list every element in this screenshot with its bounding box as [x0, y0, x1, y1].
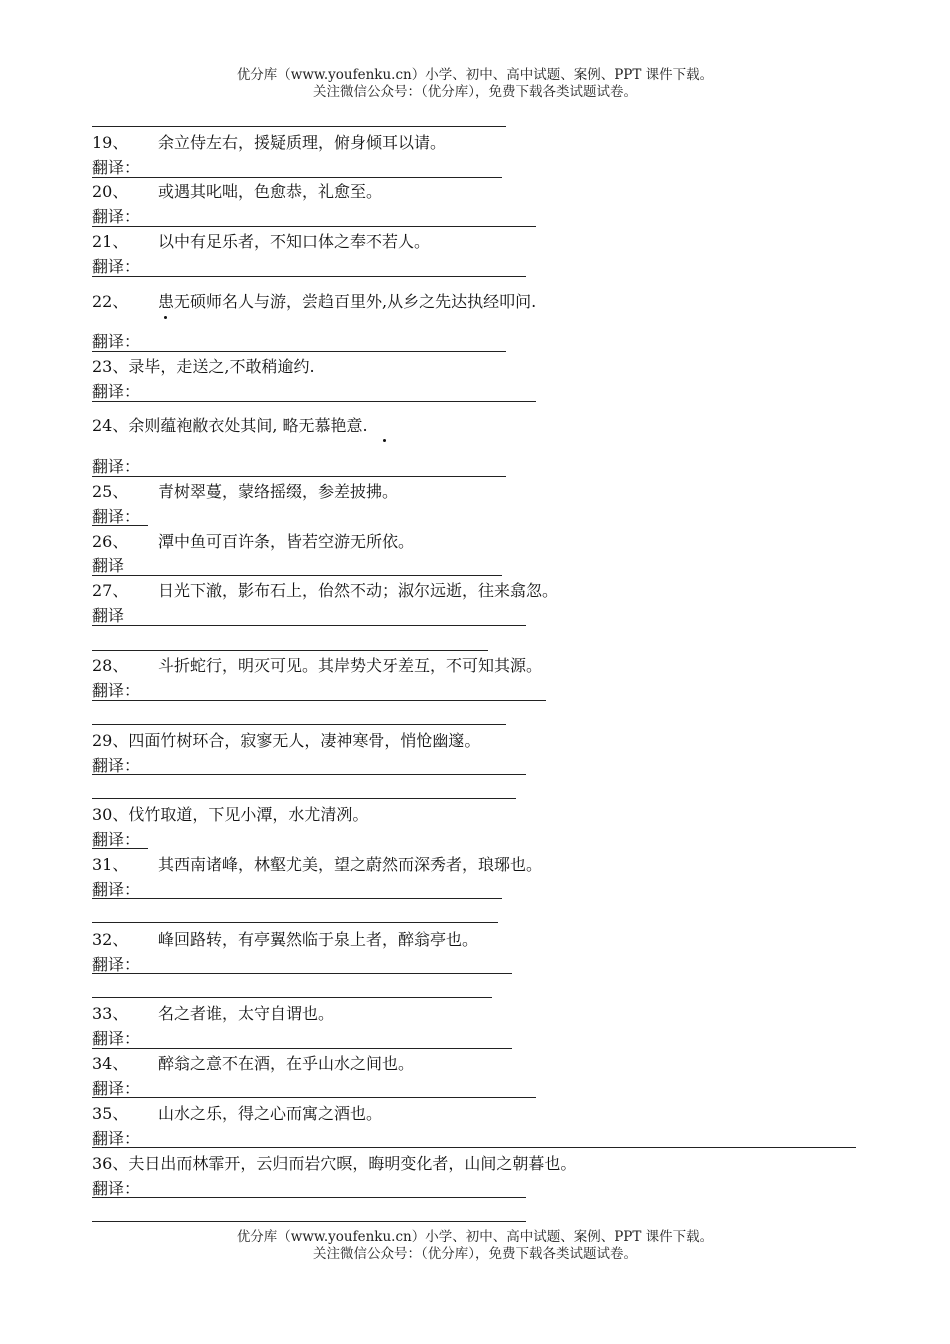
translate-label: 翻译：: [92, 457, 141, 476]
answer-line: [92, 1097, 536, 1098]
question-31: [92, 855, 542, 875]
answer-line: [92, 724, 506, 725]
item-number: 29、: [92, 731, 129, 750]
translate-label: 翻译：: [92, 1129, 141, 1148]
question-32: [92, 930, 478, 950]
item-text: 斗折蛇行，明灭可见。其岸势犬牙差互，不可知其源。: [158, 656, 543, 675]
item-text: 峰回路转，有亭翼然临于泉上者，醉翁亭也。: [158, 930, 479, 949]
translate-label: 翻译：: [92, 1029, 141, 1048]
item-number: 23、: [92, 357, 129, 376]
item-number: 25、: [92, 482, 129, 501]
item-text: 余则蕴袍敝衣处其间, 略无慕艳意.: [128, 416, 368, 435]
item-number: 24、: [92, 416, 129, 435]
item-text: 醉翁之意不在酒，在乎山水之间也。: [158, 1054, 415, 1073]
answer-line: [92, 575, 502, 576]
answer-line: [92, 774, 526, 775]
question-25: [92, 482, 398, 502]
header-line-1: 优分库（www.youfenku.cn）小学、初中、高中试题、案例、PPT 课件下载。: [236, 67, 714, 83]
answer-line: [92, 798, 516, 799]
item-number: 19、: [92, 133, 129, 152]
question-19: [92, 133, 446, 153]
answer-line: [92, 177, 502, 178]
item-text: 伐竹取道，下见小潭，水尤清冽。: [128, 805, 369, 824]
item-number: 34、: [92, 1054, 129, 1073]
item-text: 日光下澈，影布石上，佁然不动；淑尔远逝，往来翕忽。: [158, 581, 559, 600]
question-34: [92, 1054, 414, 1074]
item-number: 35、: [92, 1104, 129, 1123]
item-text: 四面竹树环合，寂寥无人，凄神寒骨，悄怆幽邃。: [128, 731, 481, 750]
translate-label: 翻译: [92, 606, 125, 625]
question-36: [92, 1154, 576, 1174]
item-number: 27、: [92, 581, 129, 600]
answer-line: [92, 1147, 856, 1148]
answer-line: [92, 700, 546, 701]
answer-line: [92, 848, 148, 849]
question-21: [92, 232, 430, 252]
question-30: [92, 805, 368, 825]
answer-line: [92, 650, 488, 651]
answer-line: [92, 401, 536, 402]
translate-label: 翻译：: [92, 507, 141, 526]
item-text: 山水之乐，得之心而寓之酒也。: [158, 1104, 383, 1123]
translate-label: 翻译：: [92, 880, 141, 899]
item-number: 33、: [92, 1004, 129, 1023]
page-footer: [0, 1229, 950, 1263]
answer-line: [92, 1221, 526, 1222]
question-23: [92, 357, 315, 377]
item-text: 名之者谁，太守自谓也。: [158, 1004, 335, 1023]
item-number: 21、: [92, 232, 129, 251]
item-text: 青树翠蔓，蒙络摇缀，参差披拂。: [158, 482, 399, 501]
page-header: [0, 67, 950, 101]
item-number: 31、: [92, 855, 129, 874]
item-text: 以中有足乐者，不知口体之奉不若人。: [158, 232, 431, 251]
answer-line: [92, 973, 512, 974]
question-26: [92, 532, 414, 552]
item-number: 32、: [92, 930, 129, 949]
answer-line: [92, 525, 148, 526]
translate-label: 翻译: [92, 556, 125, 575]
item-text: 患无硕师名人与游，尝趋百里外,从乡之先达执经叩问.: [158, 292, 537, 311]
question-29: [92, 731, 480, 751]
question-22: [92, 292, 536, 312]
translate-label: 翻译：: [92, 1179, 141, 1198]
emphasis-dot: [164, 316, 167, 319]
item-text: 其西南诸峰，林壑尤美，望之蔚然而深秀者，琅琊也。: [158, 855, 543, 874]
question-20: [92, 182, 382, 202]
question-27: [92, 581, 558, 601]
item-number: 28、: [92, 656, 129, 675]
answer-line: [92, 476, 506, 477]
answer-line: [92, 351, 506, 352]
item-number: 26、: [92, 532, 129, 551]
translate-label: 翻译：: [92, 332, 141, 351]
question-28: [92, 656, 542, 676]
header-line-2: 关注微信公众号：（优分库），免费下载各类试题试卷。: [313, 84, 637, 100]
item-text: 余立侍左右，援疑质理，俯身倾耳以请。: [158, 133, 447, 152]
item-text: 录毕，走送之,不敢稍逾约.: [128, 357, 315, 376]
answer-line: [92, 625, 526, 626]
translate-label: 翻译：: [92, 681, 141, 700]
item-text: 或遇其叱咄，色愈恭，礼愈至。: [158, 182, 383, 201]
translate-label: 翻译：: [92, 257, 141, 276]
footer-line-2: 关注微信公众号：（优分库），免费下载各类试题试卷。: [313, 1246, 637, 1262]
question-35: [92, 1104, 382, 1124]
item-number: 20、: [92, 182, 129, 201]
item-number: 30、: [92, 805, 129, 824]
translate-label: 翻译：: [92, 207, 141, 226]
answer-line: [92, 226, 536, 227]
item-number: 36、: [92, 1154, 129, 1173]
footer-line-1: 优分库（www.youfenku.cn）小学、初中、高中试题、案例、PPT 课件下载。: [236, 1229, 714, 1245]
translate-label: 翻译：: [92, 1079, 141, 1098]
item-text: 夫日出而林霏开，云归而岩穴暝，晦明变化者，山间之朝暮也。: [128, 1154, 577, 1173]
answer-line: [92, 276, 526, 277]
question-33: [92, 1004, 334, 1024]
header-rule: [92, 126, 506, 127]
answer-line: [92, 1048, 512, 1049]
translate-label: 翻译：: [92, 158, 141, 177]
emphasis-dot: [383, 439, 386, 442]
translate-label: 翻译：: [92, 756, 141, 775]
answer-line: [92, 997, 492, 998]
answer-line: [92, 922, 498, 923]
item-number: 22、: [92, 292, 129, 311]
item-text: 潭中鱼可百许条，皆若空游无所依。: [158, 532, 415, 551]
answer-line: [92, 898, 502, 899]
answer-line: [92, 1197, 526, 1198]
translate-label: 翻译：: [92, 382, 141, 401]
translate-label: 翻译：: [92, 830, 141, 849]
translate-label: 翻译：: [92, 955, 141, 974]
question-24: [92, 416, 368, 436]
